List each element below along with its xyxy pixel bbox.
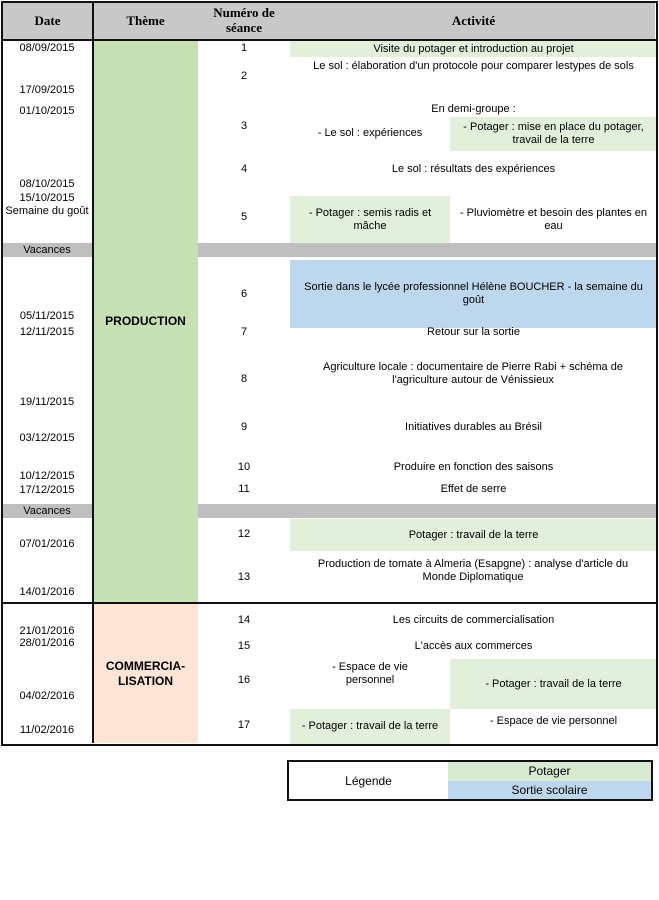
activity-row-8: Agriculture locale : documentaire de Pierre Rabi + schéma de l'agriculture autour de Vénissieux: [323, 361, 623, 386]
seance-number: 6: [240, 288, 248, 300]
legend-item-sortie-scolaire: Sortie scolaire: [448, 781, 651, 800]
activity-row-10: Produire en fonction des saisons: [393, 461, 554, 473]
date-entry: 08/09/2015: [19, 42, 75, 54]
seance-number: 14: [237, 614, 251, 626]
date-entry: 21/01/2016: [19, 625, 75, 637]
seance-number: 1: [240, 42, 248, 54]
date-entry: Semaine du goût: [5, 205, 89, 217]
activity-row-11: Effet de serre: [440, 483, 507, 495]
seance-number: 5: [240, 211, 248, 223]
vacances-label-2: Vacances: [23, 505, 71, 517]
activity-row-17-right: - Espace de vie personnel: [489, 714, 618, 727]
activity-row-3-intro: En demi-groupe :: [431, 103, 516, 115]
date-entry: 03/12/2015: [19, 432, 75, 444]
date-entry: 10/12/2015: [19, 470, 75, 482]
date-entry: 14/01/2016: [19, 586, 75, 598]
activity-row-17-left: - Potager : travail de la terre: [290, 709, 450, 744]
activity-row-9: Initiatives durables au Brésil: [405, 421, 542, 433]
activity-row-3-right: - Potager : mise en place du potager, travail de la terre: [450, 117, 657, 151]
seance-number: 3: [240, 120, 248, 132]
activity-row-6: Sortie dans le lycée professionnel Hélène BOUCHER - la semaine du goût: [290, 260, 657, 328]
header-activite: Activité: [451, 13, 496, 28]
seance-number: 8: [240, 373, 248, 385]
legend: [287, 760, 653, 801]
date-entry: 15/10/2015: [19, 192, 75, 204]
activity-row-14: Les circuits de commercialisation: [392, 614, 555, 626]
legend-swatches: [448, 762, 651, 799]
legend-label: Légende: [345, 773, 392, 788]
header-date: Date: [34, 13, 61, 28]
date-entry: 01/10/2015: [19, 105, 75, 117]
date-entry: 12/11/2015: [19, 326, 75, 338]
activity-row-3-left: - Le sol : expériences: [317, 126, 423, 139]
activity-row-12: Potager : travail de la terre: [290, 519, 657, 551]
activity-row-5-left: - Potager : semis radis et mâche: [290, 196, 450, 243]
seance-number: 7: [240, 326, 248, 338]
seance-number: 12: [237, 528, 251, 540]
seance-number: 9: [240, 421, 248, 433]
date-entry: 08/10/2015: [19, 178, 75, 190]
date-entry: 04/02/2016: [19, 690, 75, 702]
seance-number: 17: [237, 719, 251, 731]
date-entry: 17/09/2015: [19, 84, 75, 96]
theme-commercialisation-label: COMMERCIA-LISATION: [105, 658, 186, 688]
date-entry: 19/11/2015: [19, 396, 75, 408]
seance-number: 4: [240, 163, 248, 175]
seance-number: 15: [237, 640, 251, 652]
activity-row-13: Production de tomate à Almeria (Esapgne) : analyse d'article du Monde Diplomatique: [317, 558, 629, 583]
date-entry: 28/01/2016: [19, 637, 75, 649]
seance-number: 13: [237, 571, 251, 583]
activity-row-16-left: - Espace de vie personnel: [332, 661, 408, 686]
theme-production-label: PRODUCTION: [105, 314, 186, 328]
date-entry: 17/12/2015: [19, 484, 75, 496]
header-theme: Thème: [126, 13, 165, 28]
vacances-label-1: Vacances: [23, 244, 71, 256]
date-entry: 07/01/2016: [19, 538, 75, 550]
seance-number: 16: [237, 674, 251, 686]
seance-number: 11: [238, 483, 250, 495]
seance-number: 10: [237, 461, 251, 473]
activity-row-7: Retour sur la sortie: [427, 326, 520, 338]
activity-row-15: L'accès aux commerces: [414, 640, 533, 652]
date-entry: 05/11/2015: [19, 310, 75, 322]
table-border: [1, 1, 658, 746]
header-seance: Numéro de séance: [213, 5, 275, 35]
activity-row-4: Le sol : résultats des expériences: [391, 163, 556, 175]
activity-row-5-right: - Pluviomètre et besoin des plantes en eau: [459, 207, 648, 232]
date-entry: 11/02/2016: [19, 724, 75, 736]
legend-item-potager: Potager: [448, 762, 651, 781]
activity-row-2: Le sol : élaboration d'un protocole pour comparer lestypes de sols: [313, 60, 634, 72]
activity-row-16-right: - Potager : travail de la terre: [450, 659, 657, 709]
activity-row-1: Visite du potager et introduction au projet: [290, 41, 657, 57]
seance-number: 2: [240, 70, 248, 82]
